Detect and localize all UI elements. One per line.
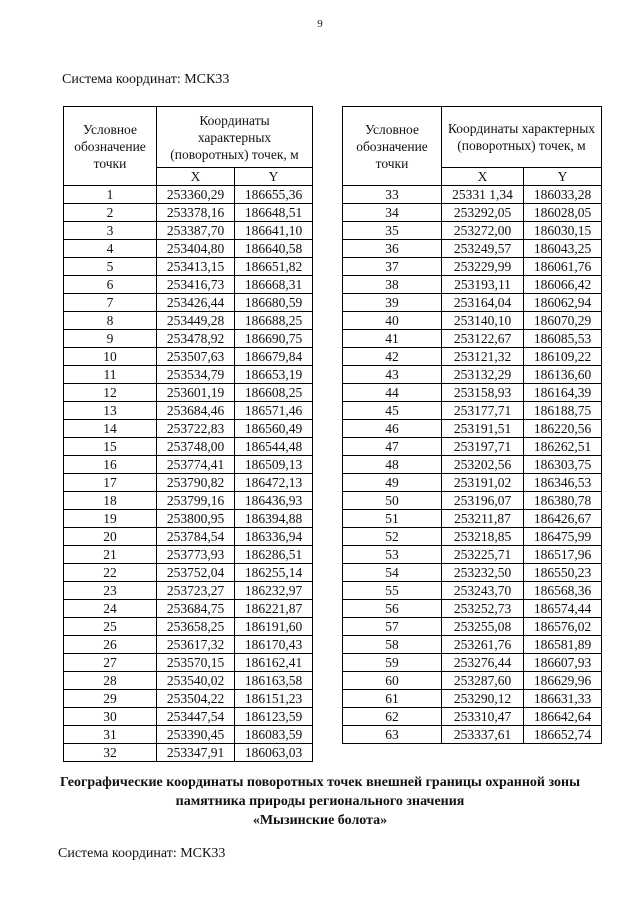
x-value: 253193,11 xyxy=(442,276,524,294)
heading-line-3: «Мызинские болота» xyxy=(252,813,388,828)
point-id: 47 xyxy=(343,438,442,456)
point-id: 18 xyxy=(64,492,157,510)
table-row xyxy=(64,186,313,204)
x-value: 253122,67 xyxy=(442,330,524,348)
table-row xyxy=(343,636,602,654)
table-row xyxy=(343,618,602,636)
table-row xyxy=(64,312,313,330)
point-id: 15 xyxy=(64,438,157,456)
x-value: 253722,83 xyxy=(157,420,235,438)
table-row xyxy=(64,654,313,672)
y-value: 186033,28 xyxy=(524,186,602,204)
header-coordinates: Координаты характерных (поворотных) точек, м xyxy=(157,107,313,168)
y-value: 186581,89 xyxy=(524,636,602,654)
coordinates-table-left xyxy=(63,106,313,762)
header-y: Y xyxy=(524,168,602,186)
point-id: 46 xyxy=(343,420,442,438)
table-row xyxy=(343,240,602,258)
y-value: 186475,99 xyxy=(524,528,602,546)
y-value: 186640,58 xyxy=(235,240,313,258)
point-id: 59 xyxy=(343,654,442,672)
y-value: 186652,74 xyxy=(524,726,602,744)
point-id: 4 xyxy=(64,240,157,258)
y-value: 186472,13 xyxy=(235,474,313,492)
table-row xyxy=(343,672,602,690)
x-value: 253387,70 xyxy=(157,222,235,240)
point-id: 50 xyxy=(343,492,442,510)
x-value: 253202,56 xyxy=(442,456,524,474)
y-value: 186568,36 xyxy=(524,582,602,600)
y-value: 186608,25 xyxy=(235,384,313,402)
header-coordinates: Координаты характерных (поворотных) точек, м xyxy=(442,107,602,168)
x-value: 253773,93 xyxy=(157,546,235,564)
x-value: 253287,60 xyxy=(442,672,524,690)
x-value: 253684,75 xyxy=(157,600,235,618)
y-value: 186188,75 xyxy=(524,402,602,420)
table-row xyxy=(64,564,313,582)
y-value: 186651,82 xyxy=(235,258,313,276)
point-id: 7 xyxy=(64,294,157,312)
point-id: 56 xyxy=(343,600,442,618)
x-value: 253225,71 xyxy=(442,546,524,564)
table-row xyxy=(343,600,602,618)
x-value: 253426,44 xyxy=(157,294,235,312)
x-value: 253132,29 xyxy=(442,366,524,384)
y-value: 186380,78 xyxy=(524,492,602,510)
point-id: 48 xyxy=(343,456,442,474)
point-id: 1 xyxy=(64,186,157,204)
point-id: 54 xyxy=(343,564,442,582)
x-value: 253413,15 xyxy=(157,258,235,276)
y-value: 186668,31 xyxy=(235,276,313,294)
x-value: 253752,04 xyxy=(157,564,235,582)
y-value: 186109,22 xyxy=(524,348,602,366)
table-row xyxy=(64,726,313,744)
y-value: 186655,36 xyxy=(235,186,313,204)
x-value: 253158,93 xyxy=(442,384,524,402)
table-row xyxy=(64,672,313,690)
point-id: 33 xyxy=(343,186,442,204)
x-value: 253790,82 xyxy=(157,474,235,492)
x-value: 253191,02 xyxy=(442,474,524,492)
point-id: 31 xyxy=(64,726,157,744)
y-value: 186030,15 xyxy=(524,222,602,240)
point-id: 63 xyxy=(343,726,442,744)
table-row xyxy=(343,366,602,384)
x-value: 253774,41 xyxy=(157,456,235,474)
table-row xyxy=(343,690,602,708)
x-value: 253404,80 xyxy=(157,240,235,258)
table-row xyxy=(343,222,602,240)
table-row xyxy=(64,258,313,276)
table-row xyxy=(343,204,602,222)
table-row xyxy=(343,492,602,510)
x-value: 253658,25 xyxy=(157,618,235,636)
point-id: 5 xyxy=(64,258,157,276)
table-row xyxy=(343,294,602,312)
y-value: 186631,33 xyxy=(524,690,602,708)
x-value: 253218,85 xyxy=(442,528,524,546)
coordinate-system-label: Система координат: МСК33 xyxy=(62,72,230,87)
y-value: 186571,46 xyxy=(235,402,313,420)
table-row xyxy=(64,600,313,618)
x-value: 253540,02 xyxy=(157,672,235,690)
table-row xyxy=(343,510,602,528)
table-row xyxy=(64,240,313,258)
x-value: 253121,32 xyxy=(442,348,524,366)
table-row xyxy=(343,726,602,744)
table-row xyxy=(343,456,602,474)
point-id: 23 xyxy=(64,582,157,600)
x-value: 253164,04 xyxy=(442,294,524,312)
point-id: 53 xyxy=(343,546,442,564)
x-value: 253601,19 xyxy=(157,384,235,402)
point-id: 44 xyxy=(343,384,442,402)
table-row xyxy=(343,546,602,564)
point-id: 24 xyxy=(64,600,157,618)
point-id: 55 xyxy=(343,582,442,600)
x-value: 253261,76 xyxy=(442,636,524,654)
y-value: 186066,42 xyxy=(524,276,602,294)
y-value: 186688,25 xyxy=(235,312,313,330)
y-value: 186303,75 xyxy=(524,456,602,474)
point-id: 49 xyxy=(343,474,442,492)
x-value: 253684,46 xyxy=(157,402,235,420)
table-row xyxy=(343,348,602,366)
table-row xyxy=(343,276,602,294)
point-id: 8 xyxy=(64,312,157,330)
table-row xyxy=(64,456,313,474)
table-row xyxy=(64,438,313,456)
y-value: 186070,29 xyxy=(524,312,602,330)
table-row xyxy=(343,654,602,672)
point-id: 30 xyxy=(64,708,157,726)
table-row xyxy=(64,420,313,438)
table-row xyxy=(64,618,313,636)
x-value: 253449,28 xyxy=(157,312,235,330)
y-value: 186163,58 xyxy=(235,672,313,690)
x-value: 253478,92 xyxy=(157,330,235,348)
y-value: 186680,59 xyxy=(235,294,313,312)
point-id: 6 xyxy=(64,276,157,294)
table-row xyxy=(64,528,313,546)
x-value: 253447,54 xyxy=(157,708,235,726)
point-id: 58 xyxy=(343,636,442,654)
point-id: 10 xyxy=(64,348,157,366)
point-id: 57 xyxy=(343,618,442,636)
y-value: 186262,51 xyxy=(524,438,602,456)
x-value: 253784,54 xyxy=(157,528,235,546)
y-value: 186642,64 xyxy=(524,708,602,726)
point-id: 60 xyxy=(343,672,442,690)
point-id: 22 xyxy=(64,564,157,582)
table-row xyxy=(343,186,602,204)
y-value: 186255,14 xyxy=(235,564,313,582)
table-row xyxy=(64,492,313,510)
point-id: 38 xyxy=(343,276,442,294)
table-row xyxy=(343,258,602,276)
table-row xyxy=(64,510,313,528)
x-value: 253232,50 xyxy=(442,564,524,582)
x-value: 253290,12 xyxy=(442,690,524,708)
y-value: 186576,02 xyxy=(524,618,602,636)
x-value: 253570,15 xyxy=(157,654,235,672)
table-row xyxy=(64,366,313,384)
y-value: 186220,56 xyxy=(524,420,602,438)
point-id: 21 xyxy=(64,546,157,564)
table-row xyxy=(343,564,602,582)
point-id: 12 xyxy=(64,384,157,402)
x-value: 253337,61 xyxy=(442,726,524,744)
y-value: 186286,51 xyxy=(235,546,313,564)
y-value: 186436,93 xyxy=(235,492,313,510)
y-value: 186043,25 xyxy=(524,240,602,258)
y-value: 186560,49 xyxy=(235,420,313,438)
x-value: 253360,29 xyxy=(157,186,235,204)
table-row xyxy=(343,438,602,456)
point-id: 9 xyxy=(64,330,157,348)
point-id: 43 xyxy=(343,366,442,384)
point-id: 37 xyxy=(343,258,442,276)
point-id: 20 xyxy=(64,528,157,546)
header-x: X xyxy=(157,168,235,186)
point-id: 52 xyxy=(343,528,442,546)
table-row xyxy=(343,420,602,438)
y-value: 186629,96 xyxy=(524,672,602,690)
y-value: 186083,59 xyxy=(235,726,313,744)
point-id: 61 xyxy=(343,690,442,708)
heading-line-2: памятника природы регионального значения xyxy=(175,794,465,809)
x-value: 253197,71 xyxy=(442,438,524,456)
x-value: 253276,44 xyxy=(442,654,524,672)
x-value: 253310,47 xyxy=(442,708,524,726)
point-id: 16 xyxy=(64,456,157,474)
y-value: 186028,05 xyxy=(524,204,602,222)
x-value: 253617,32 xyxy=(157,636,235,654)
table-row xyxy=(343,330,602,348)
y-value: 186221,87 xyxy=(235,600,313,618)
y-value: 186123,59 xyxy=(235,708,313,726)
y-value: 186394,88 xyxy=(235,510,313,528)
header-point: Условное обозначение точки xyxy=(64,107,157,186)
y-value: 186170,43 xyxy=(235,636,313,654)
point-id: 25 xyxy=(64,618,157,636)
table-row xyxy=(64,384,313,402)
header-y: Y xyxy=(235,168,313,186)
table-row xyxy=(64,474,313,492)
x-value: 253252,73 xyxy=(442,600,524,618)
point-id: 19 xyxy=(64,510,157,528)
x-value: 253390,45 xyxy=(157,726,235,744)
x-value: 253378,16 xyxy=(157,204,235,222)
x-value: 253177,71 xyxy=(442,402,524,420)
table-row xyxy=(343,528,602,546)
table-row xyxy=(64,276,313,294)
table-row xyxy=(64,330,313,348)
y-value: 186336,94 xyxy=(235,528,313,546)
y-value: 186574,44 xyxy=(524,600,602,618)
point-id: 45 xyxy=(343,402,442,420)
y-value: 186151,23 xyxy=(235,690,313,708)
y-value: 186162,41 xyxy=(235,654,313,672)
y-value: 186607,93 xyxy=(524,654,602,672)
point-id: 27 xyxy=(64,654,157,672)
y-value: 186690,75 xyxy=(235,330,313,348)
table-row xyxy=(343,402,602,420)
x-value: 253507,63 xyxy=(157,348,235,366)
x-value: 253292,05 xyxy=(442,204,524,222)
point-id: 40 xyxy=(343,312,442,330)
page-number: 9 xyxy=(317,18,323,30)
x-value: 253243,70 xyxy=(442,582,524,600)
x-value: 253140,10 xyxy=(442,312,524,330)
x-value: 253723,27 xyxy=(157,582,235,600)
x-value: 253196,07 xyxy=(442,492,524,510)
point-id: 28 xyxy=(64,672,157,690)
table-row xyxy=(64,204,313,222)
y-value: 186544,48 xyxy=(235,438,313,456)
x-value: 253272,00 xyxy=(442,222,524,240)
point-id: 13 xyxy=(64,402,157,420)
table-row xyxy=(343,708,602,726)
coordinates-table-right xyxy=(342,106,602,744)
table-row xyxy=(64,744,313,762)
point-id: 51 xyxy=(343,510,442,528)
point-id: 42 xyxy=(343,348,442,366)
y-value: 186085,53 xyxy=(524,330,602,348)
y-value: 186164,39 xyxy=(524,384,602,402)
point-id: 26 xyxy=(64,636,157,654)
y-value: 186679,84 xyxy=(235,348,313,366)
x-value: 253504,22 xyxy=(157,690,235,708)
y-value: 186191,60 xyxy=(235,618,313,636)
heading-line-1: Географические координаты поворотных точек внешней границы охранной зоны xyxy=(59,775,581,790)
point-id: 36 xyxy=(343,240,442,258)
header-x: X xyxy=(442,168,524,186)
point-id: 29 xyxy=(64,690,157,708)
y-value: 186653,19 xyxy=(235,366,313,384)
x-value: 25331 1,34 xyxy=(442,186,524,204)
point-id: 17 xyxy=(64,474,157,492)
point-id: 3 xyxy=(64,222,157,240)
x-value: 253211,87 xyxy=(442,510,524,528)
table-row xyxy=(64,402,313,420)
y-value: 186346,53 xyxy=(524,474,602,492)
table-row xyxy=(343,384,602,402)
y-value: 186062,94 xyxy=(524,294,602,312)
y-value: 186550,23 xyxy=(524,564,602,582)
y-value: 186509,13 xyxy=(235,456,313,474)
point-id: 34 xyxy=(343,204,442,222)
point-id: 41 xyxy=(343,330,442,348)
table-row xyxy=(64,582,313,600)
table-row xyxy=(64,546,313,564)
table-row xyxy=(64,636,313,654)
x-value: 253255,08 xyxy=(442,618,524,636)
y-value: 186641,10 xyxy=(235,222,313,240)
x-value: 253800,95 xyxy=(157,510,235,528)
y-value: 186063,03 xyxy=(235,744,313,762)
x-value: 253249,57 xyxy=(442,240,524,258)
table-row xyxy=(64,222,313,240)
table-row xyxy=(64,690,313,708)
x-value: 253191,51 xyxy=(442,420,524,438)
point-id: 2 xyxy=(64,204,157,222)
point-id: 11 xyxy=(64,366,157,384)
header-point: Условное обозначение точки xyxy=(343,107,442,186)
y-value: 186232,97 xyxy=(235,582,313,600)
x-value: 253799,16 xyxy=(157,492,235,510)
y-value: 186648,51 xyxy=(235,204,313,222)
table-row xyxy=(343,312,602,330)
table-row xyxy=(343,582,602,600)
x-value: 253534,79 xyxy=(157,366,235,384)
point-id: 32 xyxy=(64,744,157,762)
point-id: 62 xyxy=(343,708,442,726)
point-id: 39 xyxy=(343,294,442,312)
section-heading xyxy=(0,773,640,830)
coordinate-system-label-bottom: Система координат: МСК33 xyxy=(58,846,226,861)
y-value: 186061,76 xyxy=(524,258,602,276)
y-value: 186517,96 xyxy=(524,546,602,564)
y-value: 186426,67 xyxy=(524,510,602,528)
x-value: 253347,91 xyxy=(157,744,235,762)
point-id: 14 xyxy=(64,420,157,438)
table-row xyxy=(64,294,313,312)
x-value: 253748,00 xyxy=(157,438,235,456)
point-id: 35 xyxy=(343,222,442,240)
table-row xyxy=(64,348,313,366)
table-row xyxy=(64,708,313,726)
table-row xyxy=(343,474,602,492)
y-value: 186136,60 xyxy=(524,366,602,384)
x-value: 253416,73 xyxy=(157,276,235,294)
x-value: 253229,99 xyxy=(442,258,524,276)
